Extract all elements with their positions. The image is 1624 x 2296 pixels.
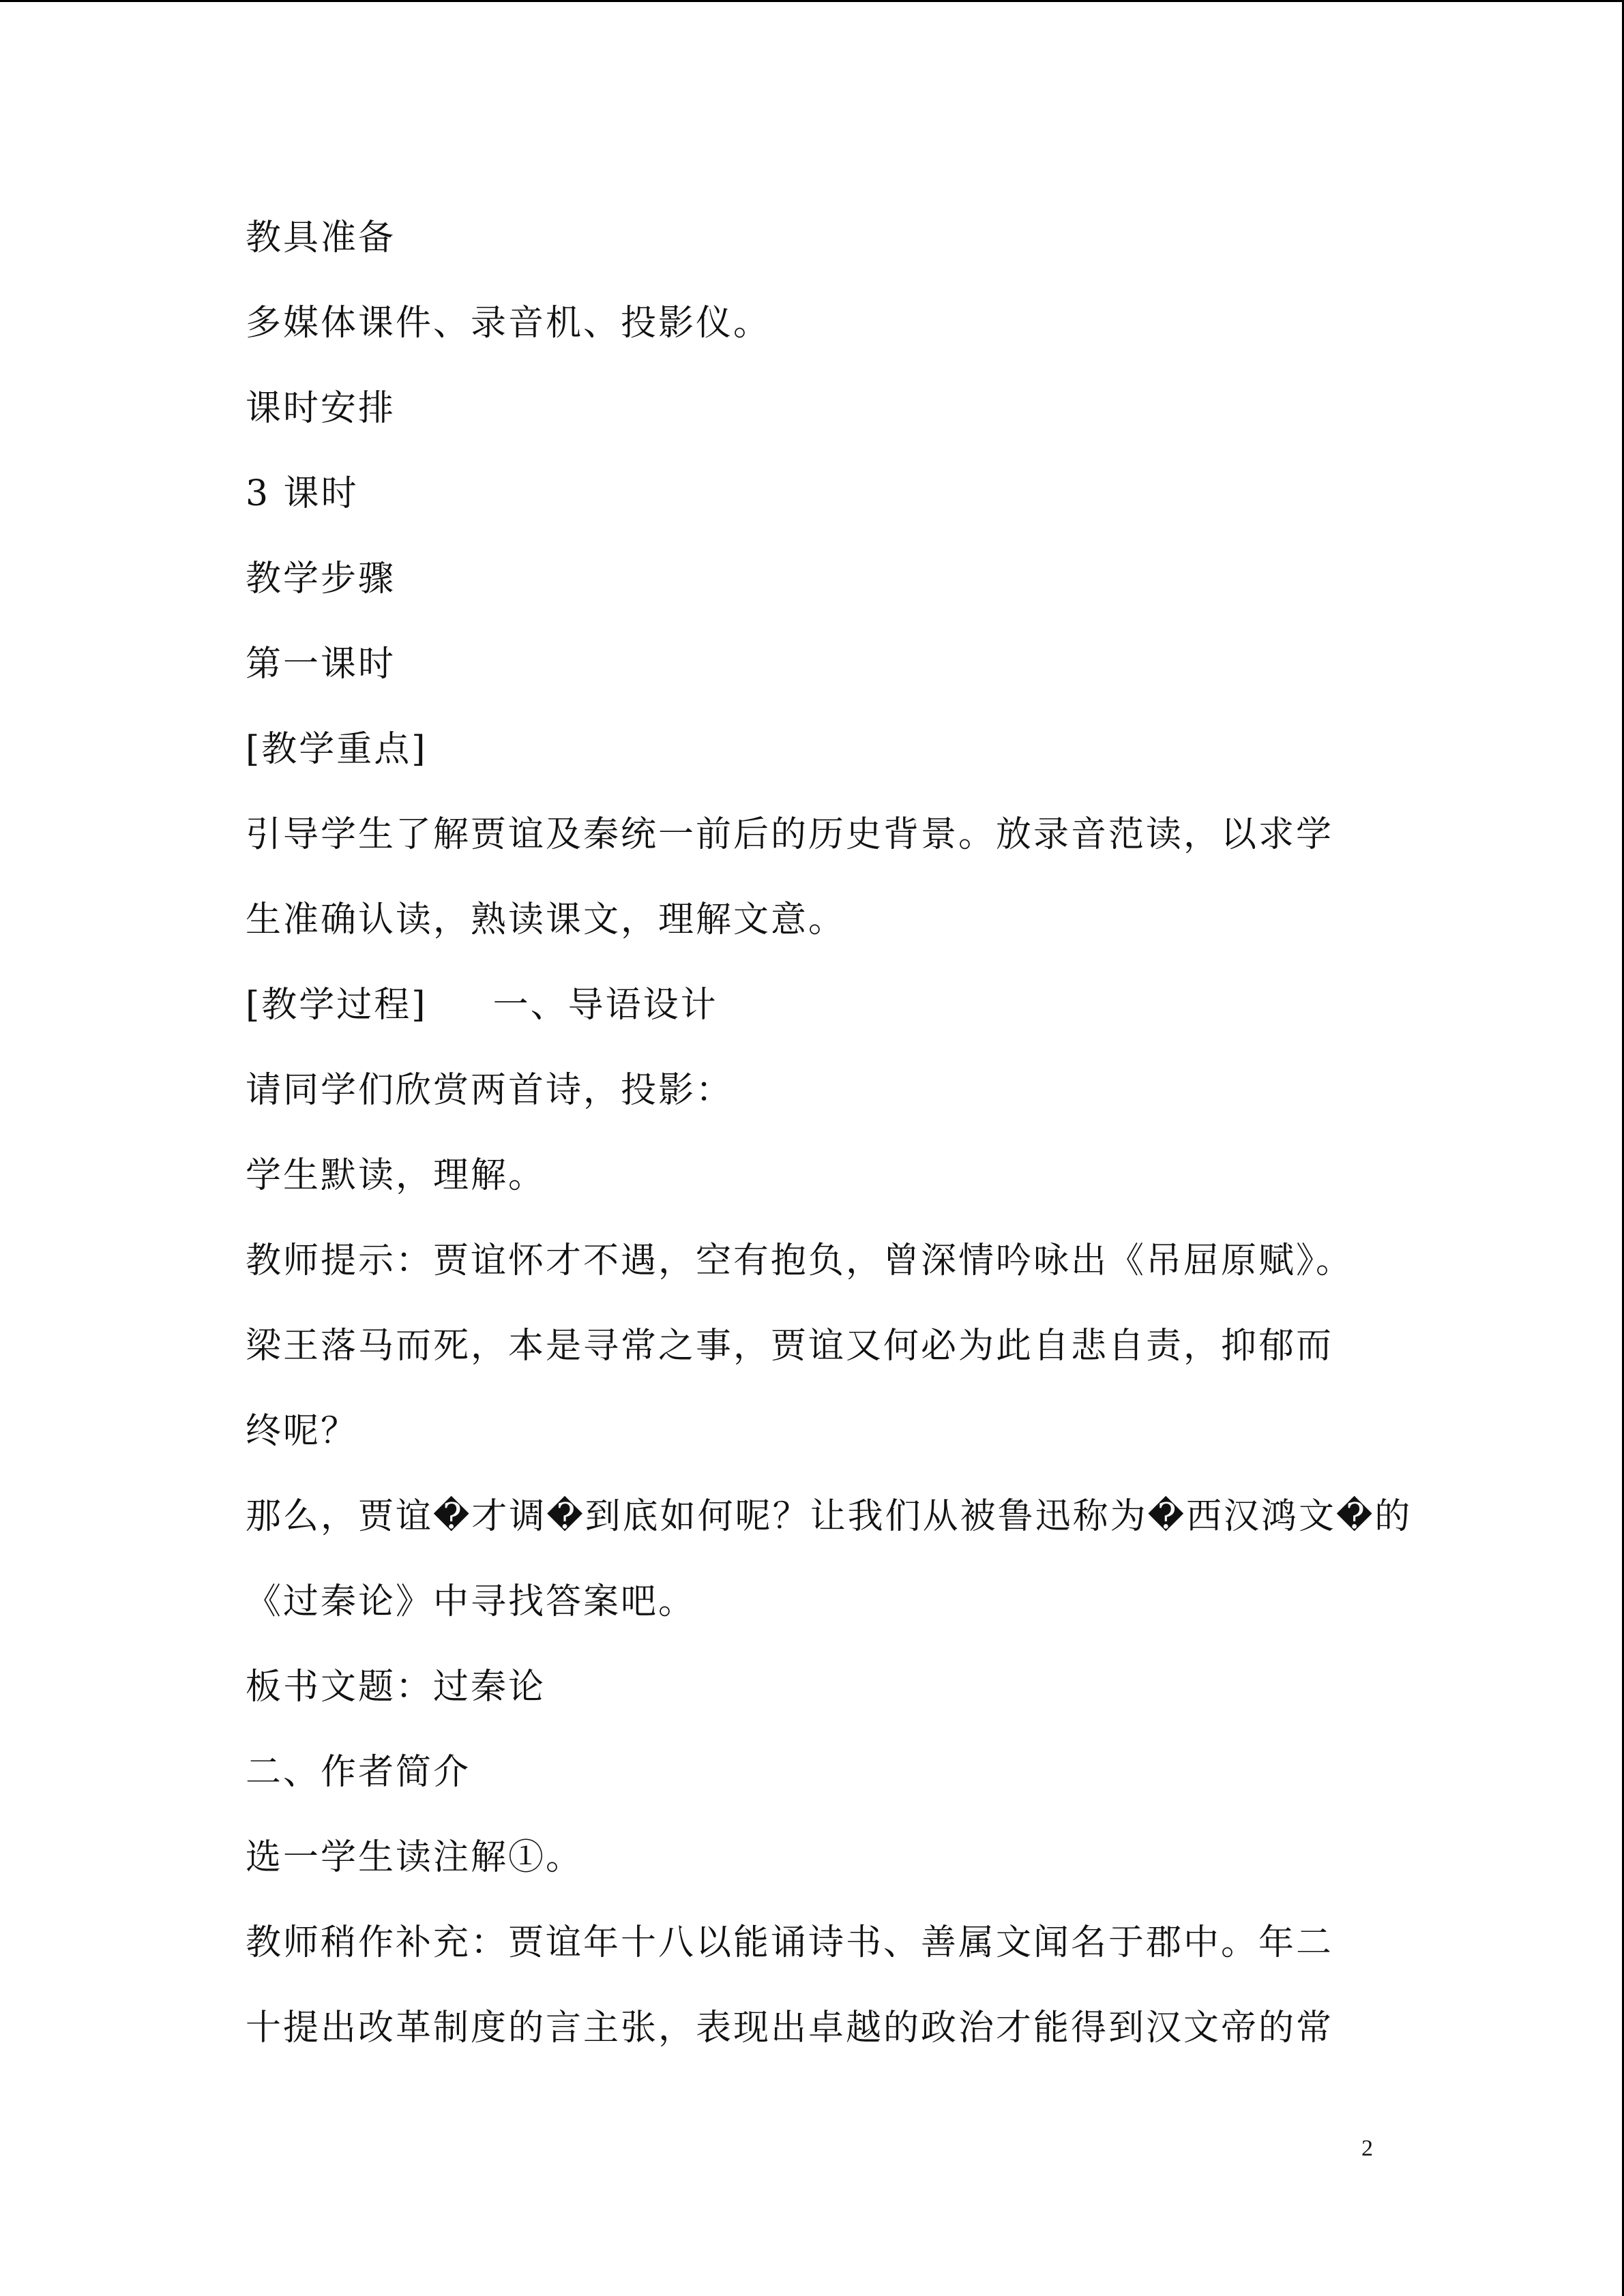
question-text-2: 《过秦论》中寻找答案吧。 xyxy=(246,1581,696,1622)
schedule-text: 3 课时 xyxy=(246,473,359,514)
teacher-hint-text-3: 终呢？ xyxy=(246,1411,359,1452)
heading-teaching-aids: 教具准备 xyxy=(246,218,396,258)
teaching-aids-text: 多媒体课件、录音机、投影仪。 xyxy=(246,303,771,344)
teacher-hint-text-1: 教师提示：贾谊怀才不遇，空有抱负，曾深情吟咏出《吊屈原赋》。 xyxy=(246,1240,1354,1281)
page-number: 2 xyxy=(1361,2136,1373,2161)
heading-schedule: 课时安排 xyxy=(246,388,396,429)
board-title-text: 板书文题：过秦论 xyxy=(246,1667,546,1708)
question-text-1: 那么，贾谊�才调�到底如何呢？让我们从被鲁迅称为�西汉鸿文�的 xyxy=(246,1496,1413,1537)
author-intro-text-2: 教师稍作补充：贾谊年十八以能诵诗书、善属文闻名于郡中。年二 xyxy=(246,1922,1334,1963)
intro-text-1: 请同学们欣赏两首诗，投影： xyxy=(246,1070,734,1111)
teacher-hint-text-2: 梁王落马而死，本是寻常之事，贾谊又何必为此自悲自责，抑郁而 xyxy=(246,1326,1334,1367)
heading-intro-design: 一、导语设计 xyxy=(492,985,718,1026)
process-heading-line xyxy=(246,985,1378,1026)
author-intro-text-1: 选一学生读注解①。 xyxy=(246,1837,584,1878)
intro-text-2: 学生默读，理解。 xyxy=(246,1155,546,1196)
heading-first-lesson: 第一课时 xyxy=(246,644,396,685)
key-points-text-1: 引导学生了解贾谊及秦统一前后的历史背景。放录音范读，以求学 xyxy=(246,814,1334,855)
author-intro-text-3: 十提出改革制度的言主张，表现出卓越的政治才能得到汉文帝的常 xyxy=(246,2008,1334,2048)
heading-key-points: [教学重点] xyxy=(246,729,428,770)
heading-teaching-process: [教学过程] xyxy=(246,985,428,1026)
key-points-text-2: 生准确认读，熟读课文，理解文意。 xyxy=(246,899,846,940)
heading-author-intro: 二、作者简介 xyxy=(246,1752,471,1793)
heading-teaching-steps: 教学步骤 xyxy=(246,558,396,599)
